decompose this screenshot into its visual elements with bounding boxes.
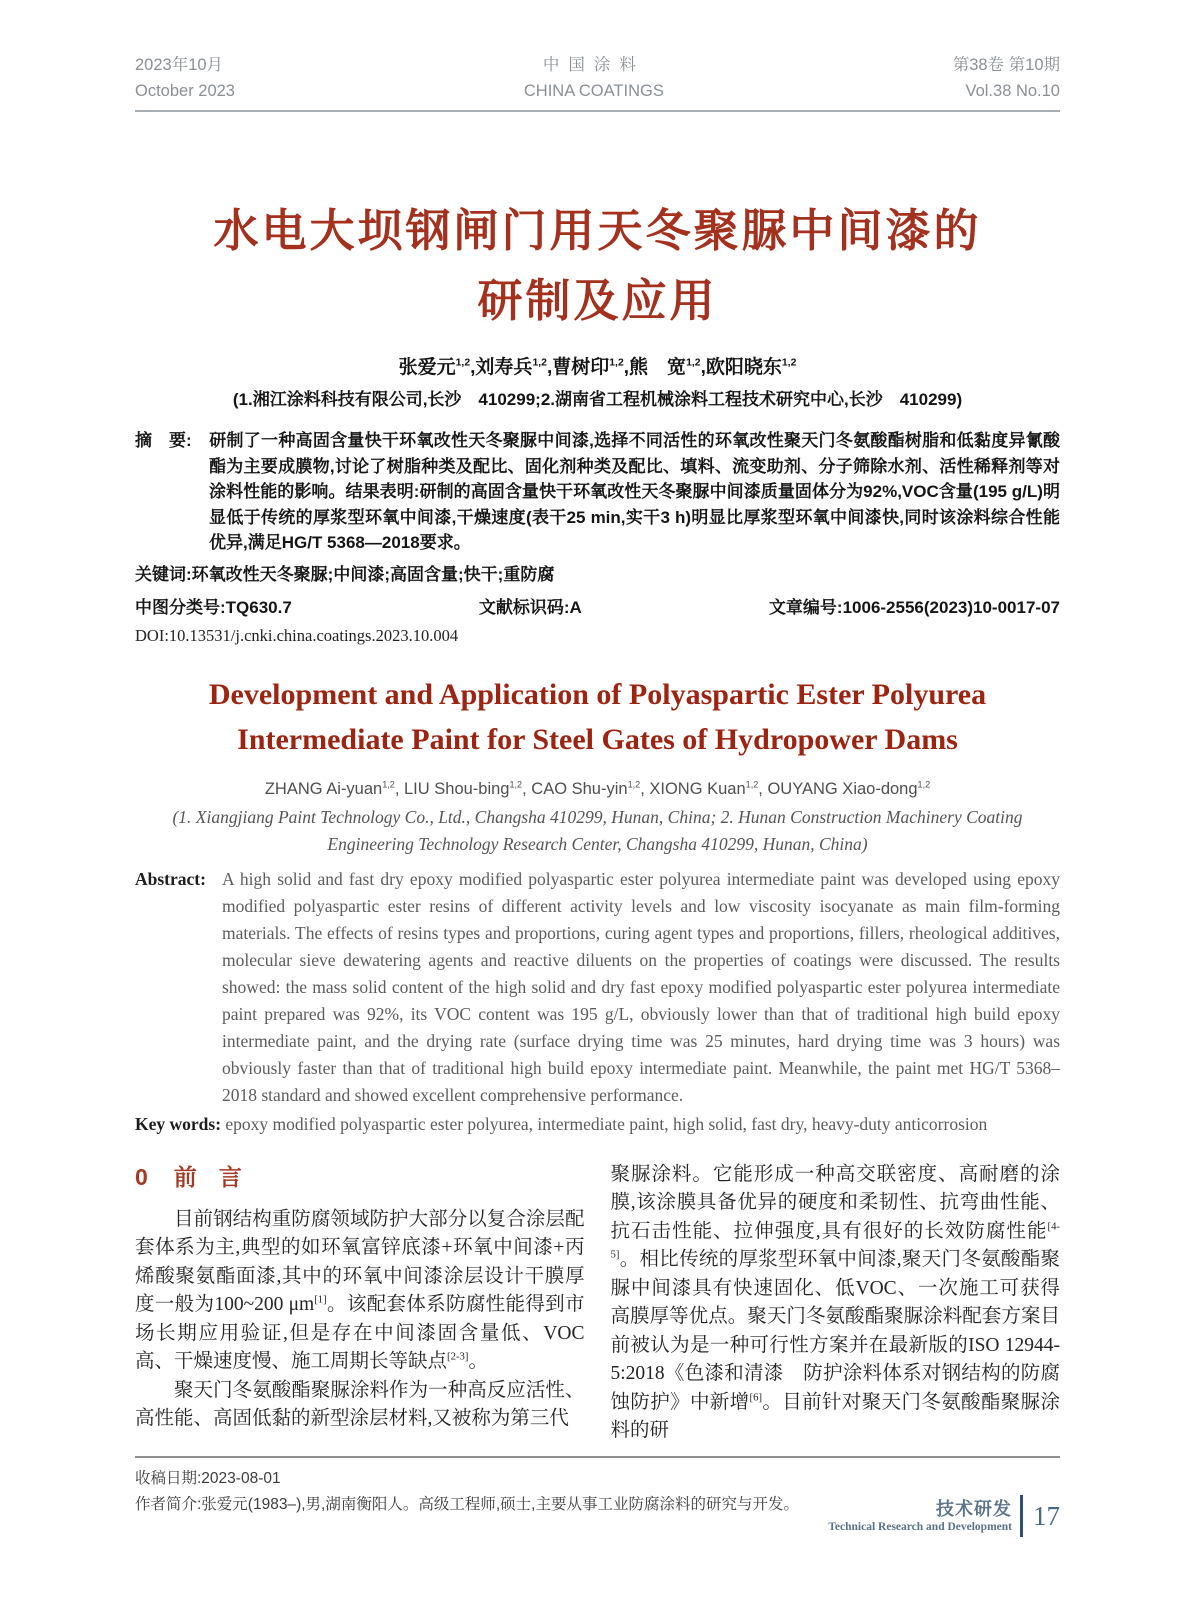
right-column-paragraphs	[611, 1161, 1061, 1446]
article-body	[135, 1161, 1060, 1446]
section-title: 前言	[173, 1163, 264, 1190]
footer-section-en: Technical Research and Development	[828, 1520, 1012, 1533]
page-footer	[828, 1495, 1060, 1537]
header-volume-issue	[953, 52, 1060, 104]
abstract-en	[135, 866, 1060, 1109]
received-date: 收稿日期:2023-08-01	[135, 1469, 281, 1487]
keywords-en	[135, 1114, 1060, 1135]
document-code: 文献标识码:A	[478, 597, 582, 617]
keywords-cn-label: 关键词:	[135, 564, 192, 584]
affiliation-en-line1: (1. Xiangjiang Paint Technology Co., Ltd., Changsha 410299, Hunan, China; 2. Hunan Construction Machinery Coating	[172, 806, 1023, 827]
authors-cn: 张爱元$^{1,2}$,刘寿兵$^{1,2}$,曹树印$^{1,2}$,熊 宽$^{1,2}$,欧阳晓东$^{1,2}$	[398, 357, 797, 378]
abstract-en-text: A high solid and fast dry epoxy modified polyaspartic ester polyurea intermediate paint was developed using epoxy modified polyaspartic ester resins of different activity levels and low viscosity isocyanate as main film-forming materials. The effects of resins types and proportions, curing agent types and proportions, fillers, rheological additives, molecular sieve dewatering agents and reactive diluents on the properties of coatings were discussed. The results showed: the mass solid content of the high solid and dry fast epoxy modified polyaspartic ester polyurea intermediate paint prepared was 92%, its VOC content was 195 g/L, obviously lower than that of traditional high build epoxy intermediate paint, and the drying rate (surface drying time was 25 minutes, hard drying time was 3 hours) was obviously faster than that of traditional high build epoxy intermediate paint. Meanwhile, the paint met HG/T 5368–2018 standard and showed excellent comprehensive performance.	[222, 868, 1060, 1105]
affiliation-en-line2: Engineering Technology Research Center, Changsha 410299, Hunan, China)	[327, 833, 868, 854]
abstract-cn	[135, 428, 1060, 556]
author-bio: 作者简介:张爱元(1983–),男,湖南衡阳人。高级工程师,硕士,主要从事工业防腐涂料的研究与开发。	[135, 1496, 799, 1513]
clc-number: 中图分类号:TQ630.7	[135, 597, 292, 617]
authors-en: ZHANG Ai-yuan$^{1,2}$, LIU Shou-bing$^{1,2}$, CAO Shu-yin$^{1,2}$, XIONG Kuan$^{1,2}$, OUYANG Xiao-dong$^{1,2}$	[264, 779, 931, 798]
article-title-en	[135, 672, 1060, 762]
body-left-column	[135, 1161, 585, 1446]
body-right-column	[611, 1161, 1061, 1446]
journal-header	[135, 52, 1060, 112]
affiliation-cn: (1.湘江涂料科技有限公司,长沙 410299;2.湖南省工程机械涂料工程技术研究中心,长沙 410299)	[232, 390, 963, 409]
article-title-cn-line1: 水电大坝钢闸门用天冬聚脲中间漆的	[213, 205, 982, 256]
article-title-cn-line2: 研制及应用	[477, 275, 718, 326]
page-number: 17	[1033, 1500, 1060, 1531]
article-title-en-line2: Intermediate Paint for Steel Gates of Hydropower Dams	[237, 722, 958, 756]
volume-issue-en: Vol.38 No.10	[965, 82, 1060, 100]
header-journal-name	[524, 52, 664, 104]
keywords-en-label: Key words:	[135, 1113, 222, 1134]
footer-section-cn: 技术研发	[936, 1498, 1012, 1519]
volume-issue-cn: 第38卷 第10期	[952, 56, 1060, 74]
section-number: 0	[135, 1163, 148, 1190]
classification-row	[135, 593, 1060, 618]
abstract-en-label: Abstract:	[135, 868, 206, 889]
keywords-en-text: epoxy modified polyaspartic ester polyurea, intermediate paint, high solid, fast dry, heavy-duty anticorrosion	[225, 1113, 988, 1134]
keywords-cn	[135, 560, 1060, 585]
article-id: 文章编号:1006-2556(2023)10-0017-07	[768, 597, 1060, 617]
header-date-cn: 2023年10月	[135, 56, 224, 74]
doi-line: DOI:10.13531/j.cnki.china.coatings.2023.10.004	[135, 625, 459, 645]
footer-section-labels	[828, 1498, 1012, 1535]
article-title-en-line1: Development and Application of Polyaspartic Ester Polyurea	[208, 677, 987, 711]
abstract-cn-text: 研制了一种高固含量快干环氧改性天冬聚脲中间漆,选择不同活性的环氧改性聚天门冬氨酸酯树脂和低黏度异氰酸酯为主要成膜物,讨论了树脂种类及配比、固化剂种类及配比、填料、流变助剂、分子筛除水剂、活性稀释剂等对涂料性能的影响。结果表明:研制的高固含量快干环氧改性天冬聚脲中间漆质量固体分为92%,VOC含量(195 g/L)明显低于传统的厚浆型环氧中间漆,干燥速度(表干25 min,实干3 h)明显比厚浆型环氧中间漆快,同时该涂料综合性能优异,满足HG/T 5368—2018要求。	[209, 431, 1060, 552]
journal-name-cn: 中国涂料	[542, 56, 645, 74]
journal-name-en: CHINA COATINGS	[523, 82, 664, 100]
article-title-cn	[135, 196, 1060, 336]
header-date-en: October 2023	[135, 82, 235, 100]
body-paragraph: 聚脲涂料。它能形成一种高交联密度、高耐磨的涂膜,该涂膜具备优异的硬度和柔韧性、抗弯曲性能、抗石击性能、拉伸强度,具有很好的长效防腐性能[4-5]。相比传统的厚浆型环氧中间漆,聚天门冬氨酸酯聚脲中间漆具有快速固化、低VOC、一次施工可获得高膜厚等优点。聚天门冬氨酸酯聚脲涂料配套方案目前被认为是一种可行性方案并在最新版的ISO 12944-5:2018《色漆和清漆 防护涂料体系对钢结构的防腐蚀防护》中新增[6]。目前针对聚天门冬氨酸酯聚脲涂料的研	[610, 1163, 1060, 1441]
header-issue-date	[135, 52, 235, 104]
footer-divider-bar	[1020, 1495, 1023, 1537]
section-heading-0	[135, 1161, 585, 1194]
keywords-cn-text: 环氧改性天冬聚脲;中间漆;高固含量;快干;重防腐	[191, 564, 555, 584]
affiliation-en	[135, 804, 1060, 858]
left-column-paragraphs	[135, 1206, 585, 1434]
body-paragraph: 聚天门冬氨酸酯聚脲涂料作为一种高反应活性、高性能、高固低黏的新型涂层材料,又被称为第三代	[135, 1379, 585, 1429]
body-paragraph: 目前钢结构重防腐领域防护大部分以复合涂层配套体系为主,典型的如环氧富锌底漆+环氧中间漆+丙烯酸聚氨酯面漆,其中的环氧中间漆涂层设计干膜厚度一般为100~200 μm[1]。该配套体系防腐性能得到市场长期应用验证,但是存在中间漆固含量低、VOC高、干燥速度慢、施工周期长等缺点[2-3]。	[135, 1208, 585, 1372]
abstract-cn-label: 摘 要:	[135, 431, 192, 450]
